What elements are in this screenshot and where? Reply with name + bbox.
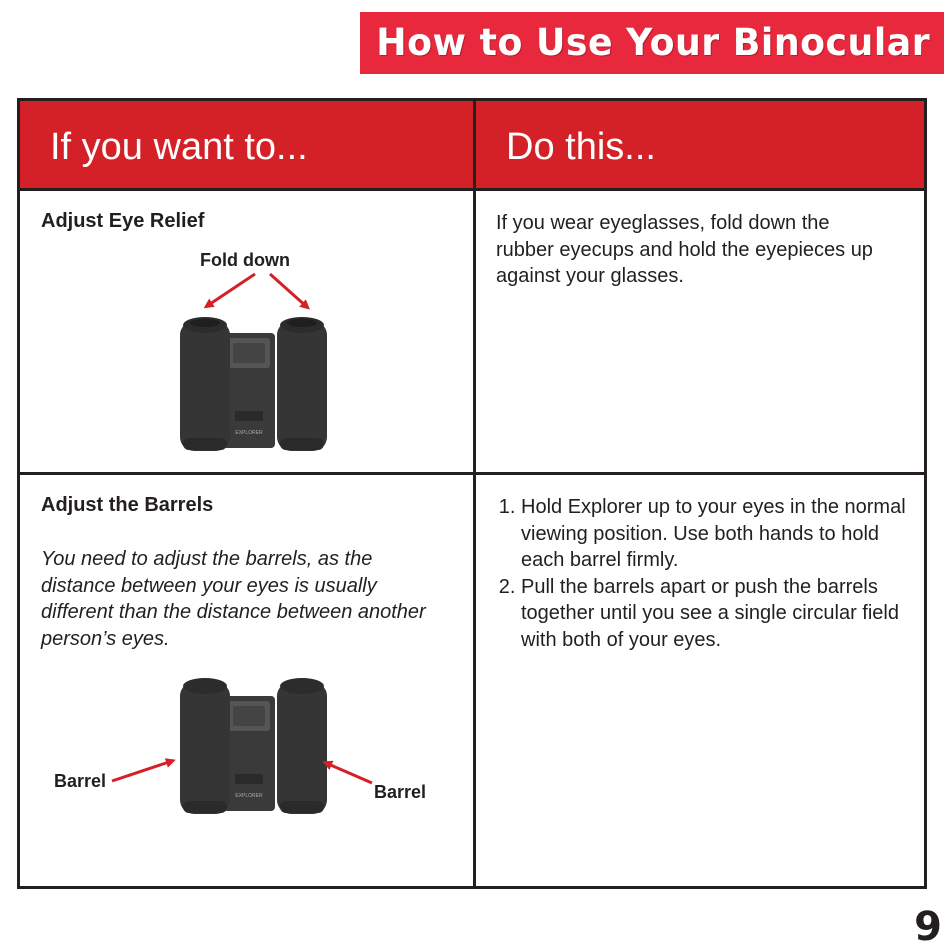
header-divider <box>20 188 924 191</box>
step-2: 2. Pull the barrels apart or push the barrels together until you see a single circular field with both of your eyes. <box>521 574 921 654</box>
barrel-right-label: Barrel <box>374 782 427 802</box>
page-number: 9 <box>914 904 942 950</box>
step-1: 1. Hold Explorer up to your eyes in the normal viewing position. Use both hands to hold each barrel firmly. <box>521 494 921 574</box>
instruction-table <box>17 98 927 889</box>
svg-text:EXPLORER: EXPLORER <box>235 793 263 799</box>
header-left: If you want to... <box>50 126 308 168</box>
barrels-description: You need to adjust the barrels, as the distance between your eyes is usually different than the distance between another person’s eyes. <box>41 548 426 650</box>
row-2-title: Adjust the Barrels <box>41 494 214 516</box>
binocular-eye-relief-image <box>175 313 325 458</box>
row-divider <box>20 472 924 475</box>
row-1-title: Adjust Eye Relief <box>41 210 205 232</box>
header-right: Do this... <box>506 126 656 168</box>
barrel-left-label: Barrel <box>54 771 107 791</box>
barrel-steps-list <box>496 494 921 653</box>
title-banner <box>360 12 944 74</box>
table-header-row <box>20 101 924 191</box>
page-title: How to Use Your Binocular <box>376 21 930 64</box>
binocular-barrels-image <box>175 676 325 821</box>
fold-down-label: Fold down <box>200 250 290 270</box>
svg-text:EXPLORER: EXPLORER <box>235 430 263 436</box>
barrel-left-arrow-icon <box>110 756 190 796</box>
column-divider <box>473 101 476 886</box>
eye-relief-instruction: If you wear eyeglasses, fold down the rubber eyecups and hold the eyepieces up against your glasses. <box>496 212 873 287</box>
